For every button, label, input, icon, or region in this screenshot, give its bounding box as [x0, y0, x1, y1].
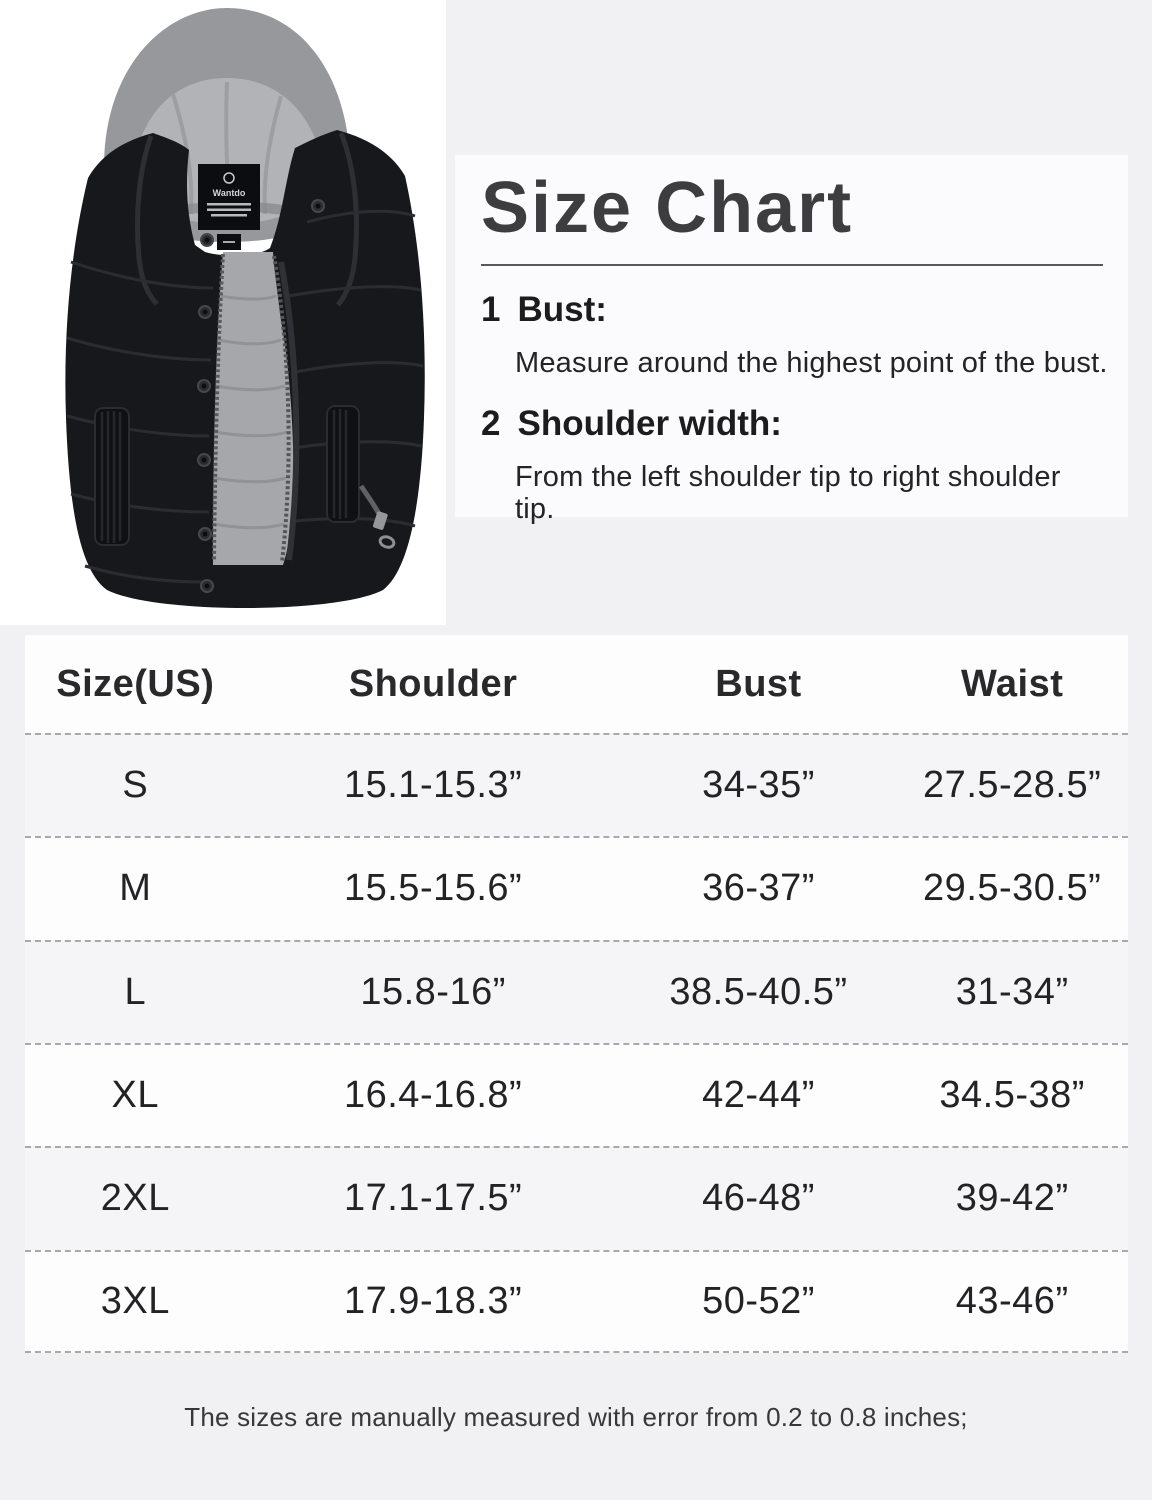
bust-value: 34-35” [702, 764, 815, 807]
shoulder-value: 17.9-18.3” [343, 1279, 523, 1322]
waist-value: 27.5-28.5” [923, 764, 1102, 807]
table-row-m [25, 836, 1128, 939]
instruction-bust-heading [481, 289, 1108, 329]
product-photo [0, 0, 446, 625]
instruction-label: Shoulder width: [517, 404, 782, 444]
puffer-vest-illustration [55, 0, 440, 618]
page-title: Size Chart [481, 168, 854, 248]
size-label: 2XL [100, 1177, 170, 1220]
waist-value: 31-34” [955, 970, 1069, 1013]
size-chart-panel [455, 155, 1128, 526]
bust-value: 46-48” [702, 1177, 815, 1220]
pocket-right [327, 406, 359, 522]
waist-value: 43-46” [955, 1279, 1069, 1322]
table-row-xl [25, 1043, 1128, 1146]
shoulder-value: 15.8-16” [360, 970, 506, 1013]
shoulder-value: 15.5-15.6” [343, 867, 523, 910]
bust-value: 50-52” [702, 1279, 815, 1322]
shoulder-value: 16.4-16.8” [343, 1074, 523, 1117]
table-row-3xl [25, 1250, 1128, 1353]
size-table [25, 635, 1128, 1353]
table-row-l [25, 940, 1128, 1043]
waist-value: 34.5-38” [939, 1074, 1085, 1117]
column-header-shoulder: Shoulder [348, 662, 518, 705]
bust-value: 38.5-40.5” [669, 970, 848, 1013]
table-row-2xl [25, 1146, 1128, 1249]
size-label: L [124, 970, 147, 1013]
column-header-bust: Bust [715, 662, 802, 705]
bust-value: 36-37” [702, 867, 815, 910]
instruction-bust-description: Measure around the highest point of the bust. [515, 346, 1108, 379]
size-label: S [122, 764, 149, 807]
instruction-label: Bust: [517, 289, 607, 329]
brand-label-text: Wantdo [212, 188, 246, 198]
size-label: 3XL [100, 1279, 170, 1322]
instruction-shoulder-heading [481, 406, 1108, 443]
instruction-shoulder-description: From the left shoulder tip to right shoulder tip. [515, 461, 1061, 526]
measurement-disclaimer: The sizes are manually measured with error from 0.2 to 0.8 inches; [184, 1402, 968, 1432]
shoulder-value: 17.1-17.5” [343, 1177, 523, 1220]
pocket-left [95, 408, 129, 545]
title-underline [481, 264, 1103, 266]
size-label: M [119, 867, 152, 910]
bust-value: 42-44” [702, 1074, 815, 1117]
table-header-row [25, 635, 1128, 733]
shoulder-value: 15.1-15.3” [343, 764, 523, 807]
column-header-waist: Waist [960, 662, 1064, 705]
instruction-number: 2 [481, 404, 501, 444]
waist-value: 29.5-30.5” [923, 867, 1102, 910]
instruction-number: 1 [481, 289, 501, 329]
waist-value: 39-42” [955, 1177, 1069, 1220]
table-row-s [25, 733, 1128, 836]
column-header-size: Size(US) [56, 662, 215, 705]
size-label: XL [111, 1074, 160, 1117]
